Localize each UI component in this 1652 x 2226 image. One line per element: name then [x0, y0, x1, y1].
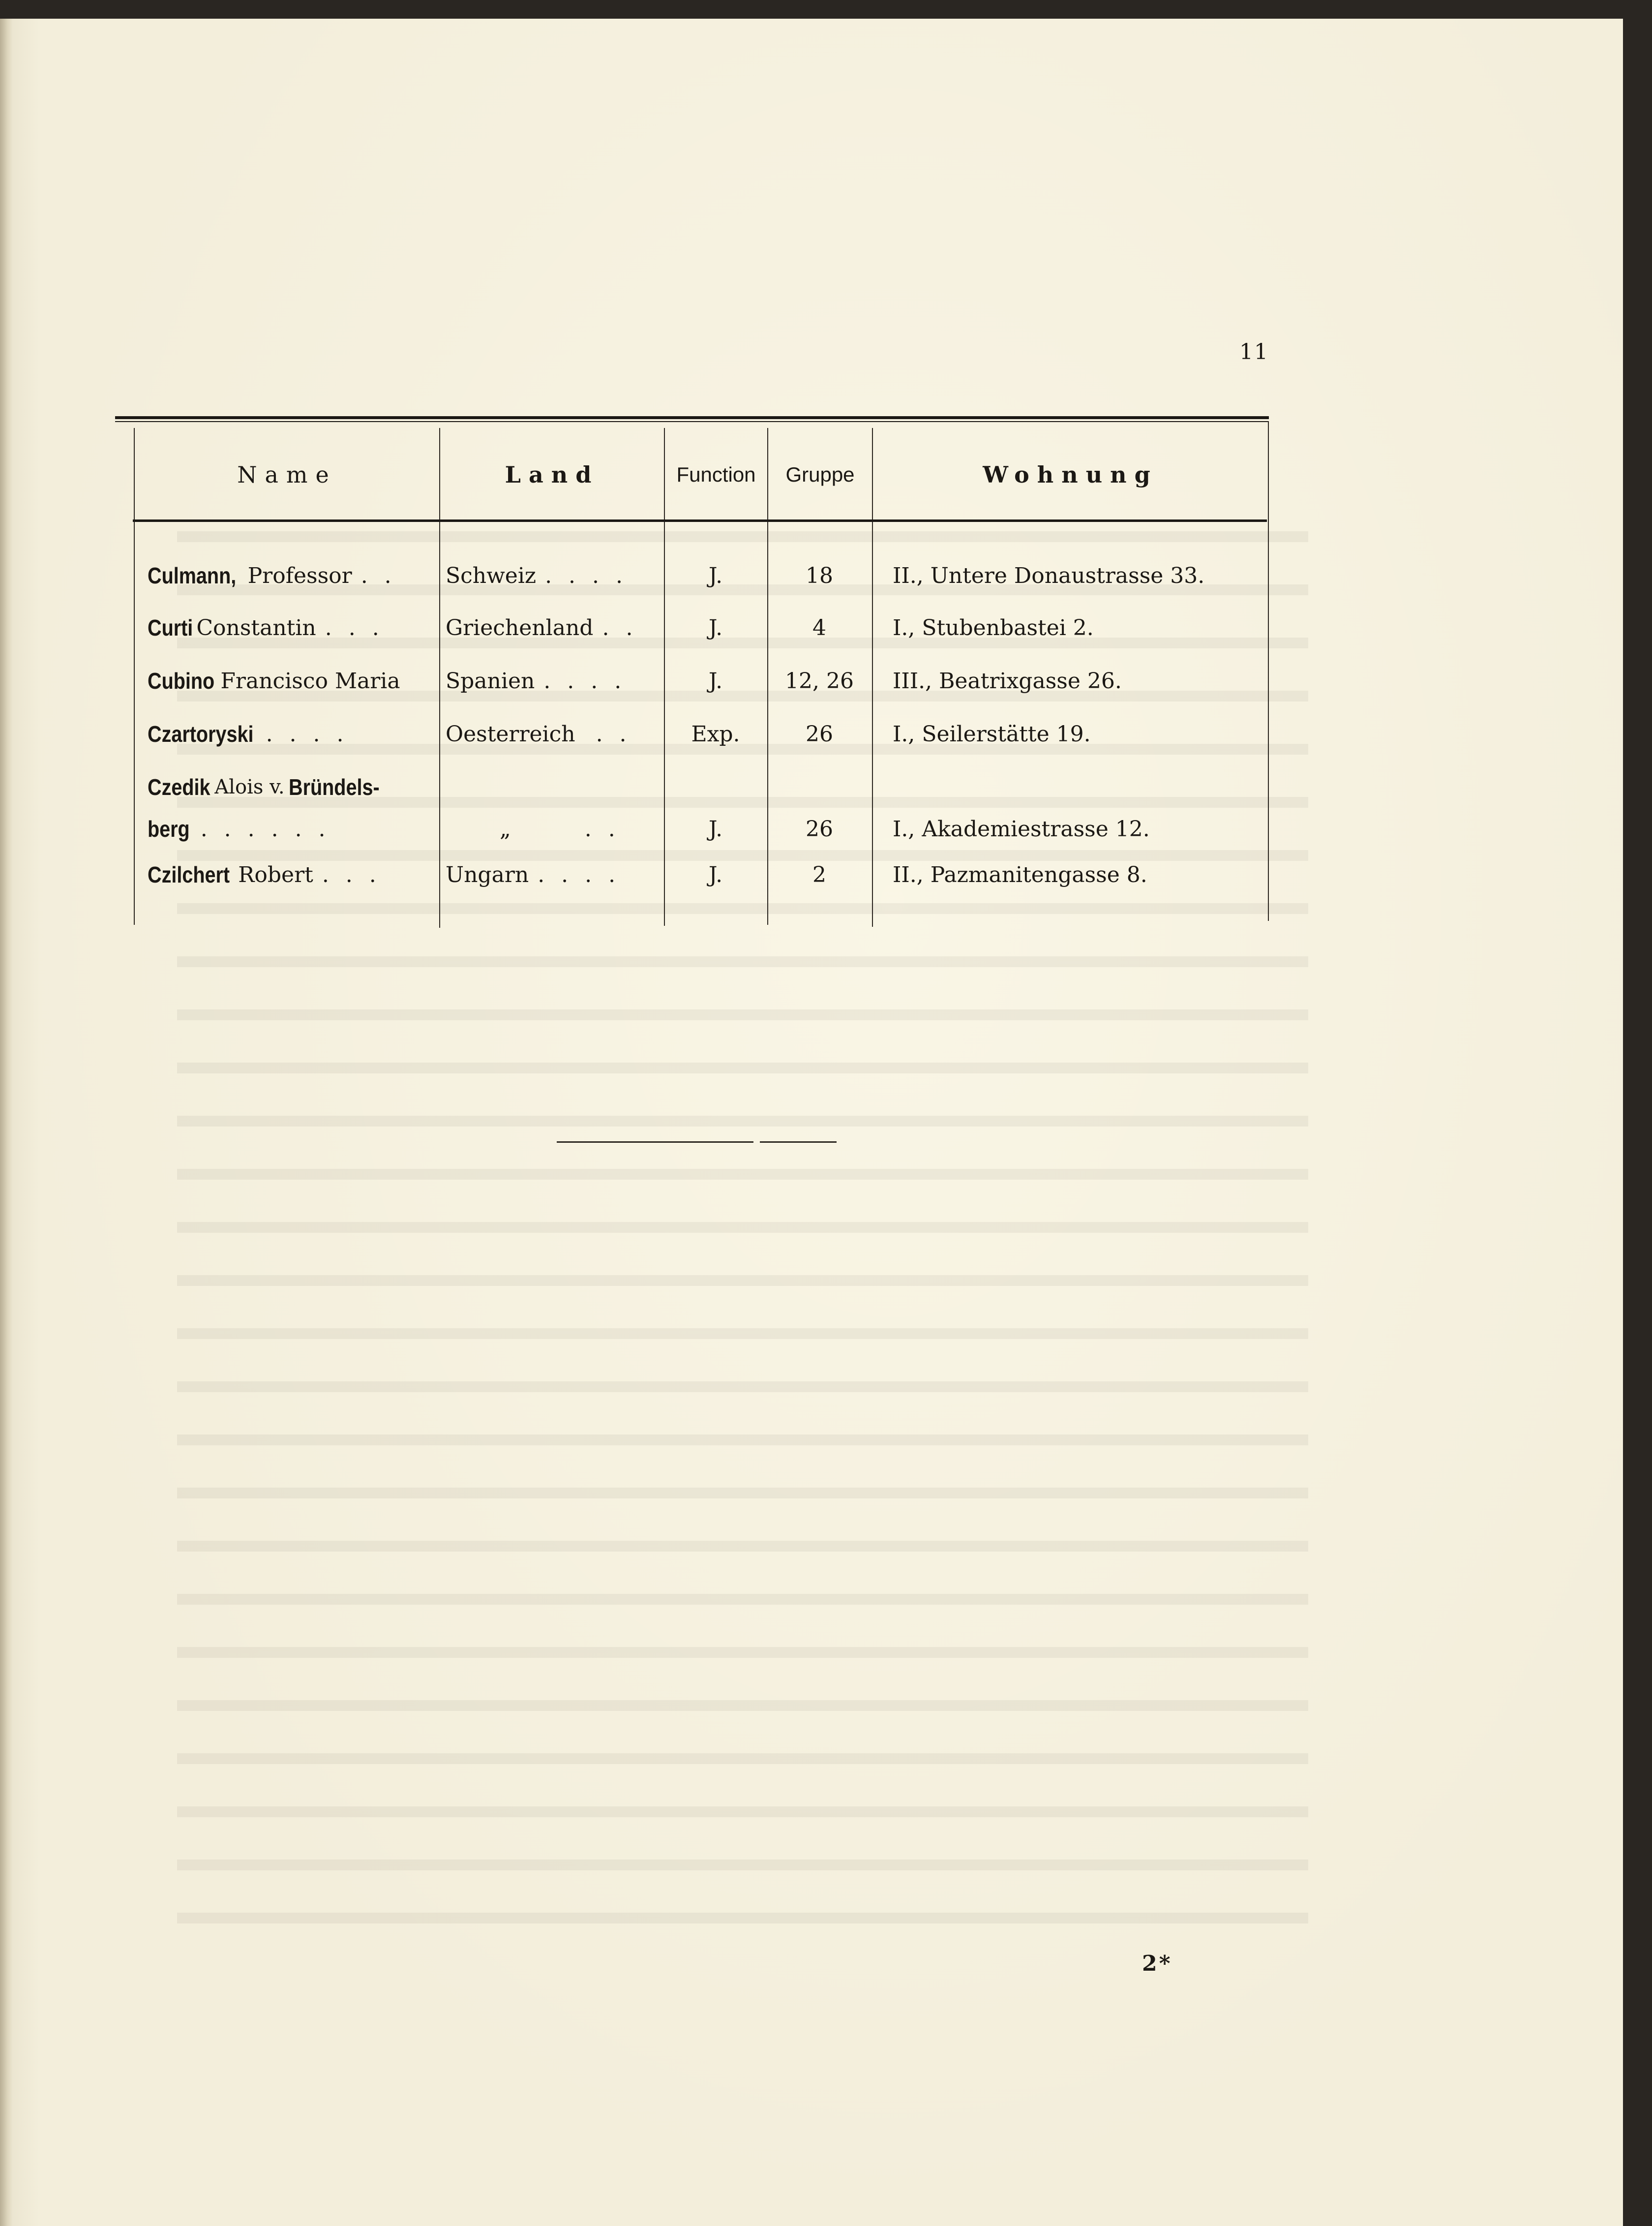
- land-cell: [446, 855, 652, 894]
- name-cell: [148, 855, 433, 894]
- column-header-name: Name: [237, 461, 337, 488]
- leader-dots: . .: [596, 721, 631, 747]
- name-cell: [148, 608, 433, 647]
- name-cell-continuation: [148, 807, 433, 851]
- leader-dots: . .: [602, 615, 638, 640]
- function-cell: Exp.: [691, 721, 740, 747]
- leader-dots: . . .: [325, 615, 384, 640]
- surname: Czartoryski: [148, 721, 254, 747]
- land-text: Ungarn: [446, 862, 529, 887]
- table-row: [0, 556, 1623, 595]
- leader-dots: . . . .: [266, 721, 349, 747]
- function-cell: J.: [708, 563, 723, 588]
- function-cell: J.: [708, 668, 723, 694]
- end-rule-left: [557, 1141, 753, 1143]
- table-header-rule: [133, 519, 1267, 522]
- leader-dots: . . . .: [545, 563, 628, 588]
- land-text: Spanien: [446, 668, 535, 694]
- column-header-residence: Wohnung: [983, 461, 1158, 488]
- given-name: Robert: [238, 862, 313, 887]
- group-cell: 12, 26: [785, 668, 854, 694]
- column-header-group: Gruppe: [785, 463, 855, 486]
- surname-part: Bründels-: [288, 774, 380, 800]
- name-cell: [148, 767, 433, 807]
- table-top-rule: [115, 416, 1269, 422]
- end-rule-right: [760, 1141, 837, 1143]
- table-row: [0, 608, 1623, 647]
- residence-cell: I., Akademiestrasse 12.: [893, 816, 1150, 842]
- function-cell: J.: [708, 816, 723, 842]
- given-name: Alois v.: [214, 776, 285, 798]
- table-row: [0, 855, 1623, 894]
- land-text: Schweiz: [446, 563, 537, 588]
- leader-dots: . . . . . .: [200, 816, 330, 842]
- land-cell: [446, 661, 652, 701]
- name-cell: [148, 714, 433, 754]
- surname: Czilchert: [148, 862, 230, 887]
- residence-cell: I., Stubenbastei 2.: [893, 615, 1094, 640]
- surname: Cubino: [148, 668, 215, 694]
- land-cell: [446, 556, 652, 595]
- leader-dots: . . .: [322, 862, 381, 887]
- group-cell: 4: [812, 615, 826, 640]
- function-cell: J.: [708, 862, 723, 887]
- signature-mark: 2*: [1142, 1951, 1172, 1976]
- page-gutter-shadow: [0, 19, 13, 2226]
- column-header-function: Function: [676, 463, 756, 486]
- leader-dots: . . . .: [538, 862, 621, 887]
- name-cell: [148, 556, 433, 595]
- document-page: [0, 19, 1623, 2226]
- group-cell: 2: [812, 862, 826, 887]
- land-ditto-mark: „: [500, 816, 511, 842]
- function-cell: J.: [708, 615, 723, 640]
- land-cell: [446, 809, 652, 849]
- name-cell: [148, 661, 433, 701]
- land-cell: [446, 608, 652, 647]
- land-text: Oesterreich: [446, 721, 575, 747]
- group-cell: 18: [806, 563, 833, 588]
- table-row: [0, 661, 1623, 701]
- table-row: [0, 767, 1623, 846]
- residence-cell: II., Untere Donaustrasse 33.: [893, 563, 1205, 588]
- group-cell: 26: [806, 721, 833, 747]
- surname-continuation: berg: [148, 816, 190, 842]
- residence-cell: III., Beatrixgasse 26.: [893, 668, 1122, 694]
- group-cell: 26: [806, 816, 833, 842]
- leader-dots: . .: [360, 563, 396, 588]
- given-name: Professor: [247, 563, 352, 588]
- surname: Culmann,: [148, 563, 237, 588]
- residence-cell: II., Pazmanitengasse 8.: [893, 862, 1147, 887]
- surname: Czedik: [148, 774, 210, 800]
- land-text: Griechenland: [446, 615, 594, 640]
- leader-dots: . .: [584, 816, 620, 842]
- column-header-land: Land: [505, 461, 600, 488]
- table-row: [0, 714, 1623, 754]
- given-name: Constantin: [196, 615, 316, 640]
- surname: Curti: [148, 615, 193, 640]
- residence-cell: I., Seilerstätte 19.: [893, 721, 1091, 747]
- land-cell: [446, 714, 652, 754]
- leader-dots: . . . .: [543, 668, 627, 694]
- page-number: 11: [1239, 339, 1269, 365]
- given-name: Francisco Maria: [220, 668, 400, 694]
